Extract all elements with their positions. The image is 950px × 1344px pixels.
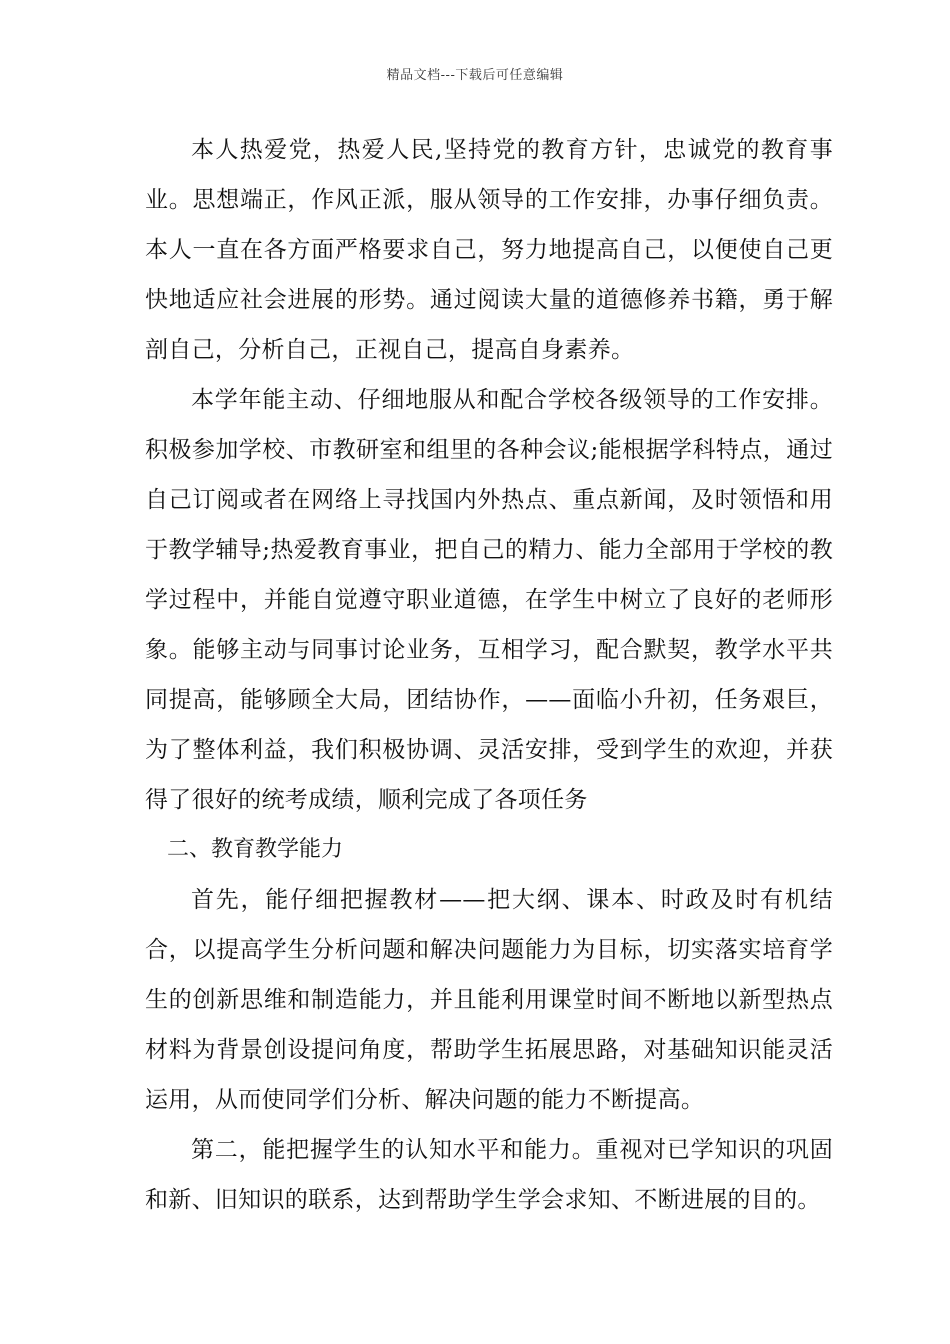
section-heading-teaching-ability: 二、教育教学能力 (167, 837, 344, 862)
page-header: 精品文档---下载后可任意编辑 (386, 68, 564, 83)
paragraph-self-conduct: 本人热爱党，热爱人民,坚持党的教育方针，忠诚党的教育事业。思想端正，作风正派，服从领导的工作安排，办事仔细负责。本人一直在各方面严格要求自己，努力地提高自己，以便使自己更快地适应社会进展的形势。通过阅读大量的道德修养书籍，勇于解剖自己，分析自己，正视自己，提高自身素养。 (145, 137, 833, 363)
paragraph-work-attitude: 本学年能主动、仔细地服从和配合学校各级领导的工作安排。积极参加学校、市教研室和组里的各种会议;能根据学科特点，通过自己订阅或者在网络上寻找国内外热点、重点新闻，及时领悟和用于教学辅导;热爱教育事业，把自己的精力、能力全部用于学校的教学过程中，并能自觉遵守职业道德，在学生中树立了良好的老师形象。能够主动与同事讨论业务，互相学习，配合默契，教学水平共同提高，能够顾全大局，团结协作，——面临小升初，任务艰巨，为了整体利益，我们积极协调、灵活安排，受到学生的欢迎，并获得了很好的统考成绩，顺利完成了各项任务 (145, 387, 833, 813)
paragraph-first-point: 首先，能仔细把握教材——把大纲、课本、时政及时有机结合，以提高学生分析问题和解决问题能力为目标，切实落实培育学生的创新思维和制造能力，并且能利用课堂时间不断地以新型热点材料为背景创设提问角度，帮助学生拓展思路，对基础知识能灵活运用，从而使同学们分析、解决问题的能力不断提高。 (145, 887, 833, 1113)
paragraph-second-point: 第二，能把握学生的认知水平和能力。重视对已学知识的巩固和新、旧知识的联系，达到帮助学生学会求知、不断进展的目的。 (145, 1137, 833, 1213)
document-body (145, 125, 833, 1225)
